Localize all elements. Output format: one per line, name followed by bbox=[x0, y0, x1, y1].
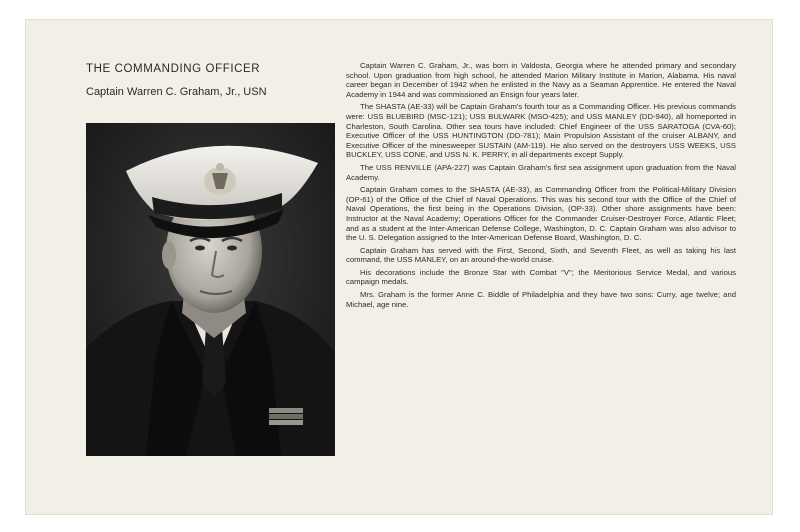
page-title: THE COMMANDING OFFICER bbox=[86, 63, 261, 75]
bio-paragraph: The USS RENVILLE (APA-227) was Captain Graham's first sea assignment upon graduation from the Naval Academy. bbox=[346, 162, 736, 182]
bio-paragraph: The SHASTA (AE-33) will be Captain Graham's fourth tour as a Commanding Officer. His previous commands were: USS BLUEBIRD (MSC-121); USS BULWARK (MSO-425); and USS MANLEY (DD-940), all homeported in Charleston, South Carolina. Other sea tours have included: Chief Engineer of the USS SARATOGA (CVA-60); Executive Officer of the USS HUNTINGTON (DD-781); Main Propulsion Assistant of the cruiser ALBANY, and Executive Officer of the minesweeper SUSTAIN (AM-119). He also served on the destroyers USS WEEKS, USS BUCKLEY, USS CONE, and USS N. K. PERRY, in all departments except Supply. bbox=[346, 102, 736, 160]
bio-paragraph: Captain Graham has served with the First, Second, Sixth, and Seventh Fleet, as well as taking his last command, the USS MANLEY, on an around-the-world cruise. bbox=[346, 245, 736, 265]
biography-text bbox=[346, 61, 736, 312]
bio-paragraph: His decorations include the Bronze Star with Combat "V"; the Meritorious Service Medal, and various campaign medals. bbox=[346, 267, 736, 287]
bio-paragraph: Captain Warren C. Graham, Jr., was born in Valdosta, Georgia where he attended primary and secondary school. Upon graduation from high school, he attended Marion Military Institute in Marion, Alabama. His naval career began in December of 1942 when he enlisted in the Navy as a Seaman Apprentice. He entered the Naval Academy in 1944 and was commissioned an Ensign four years later. bbox=[346, 61, 736, 99]
bio-paragraph: Mrs. Graham is the former Anne C. Biddle of Philadelphia and they have two sons: Curry, age twelve; and Michael, age nine. bbox=[346, 290, 736, 309]
portrait-illustration bbox=[86, 123, 335, 456]
officer-name: Captain Warren C. Graham, Jr., USN bbox=[86, 86, 267, 98]
document-page bbox=[26, 20, 772, 514]
bio-paragraph: Captain Graham comes to the SHASTA (AE-33), as Commanding Officer from the Political-Military Division (OP-61) of the Office of the Chief of Naval Operations. This was his second tour with the Office of the Chief of Naval Operations, the first being in the Operations Division, (OP-33). Other shore assignments have been: Instructor at the Naval Academy; Operations Officer for the Commander Cruiser-Destroyer Force, Atlantic Fleet; and as a student at the Inter-American Defense College, Washington, D. C. Captain Graham was also advisor to the U. S. Delegation assigned to the Inter-American Defense Board, Washington, D. C. bbox=[346, 185, 736, 243]
portrait-photo bbox=[86, 123, 335, 456]
